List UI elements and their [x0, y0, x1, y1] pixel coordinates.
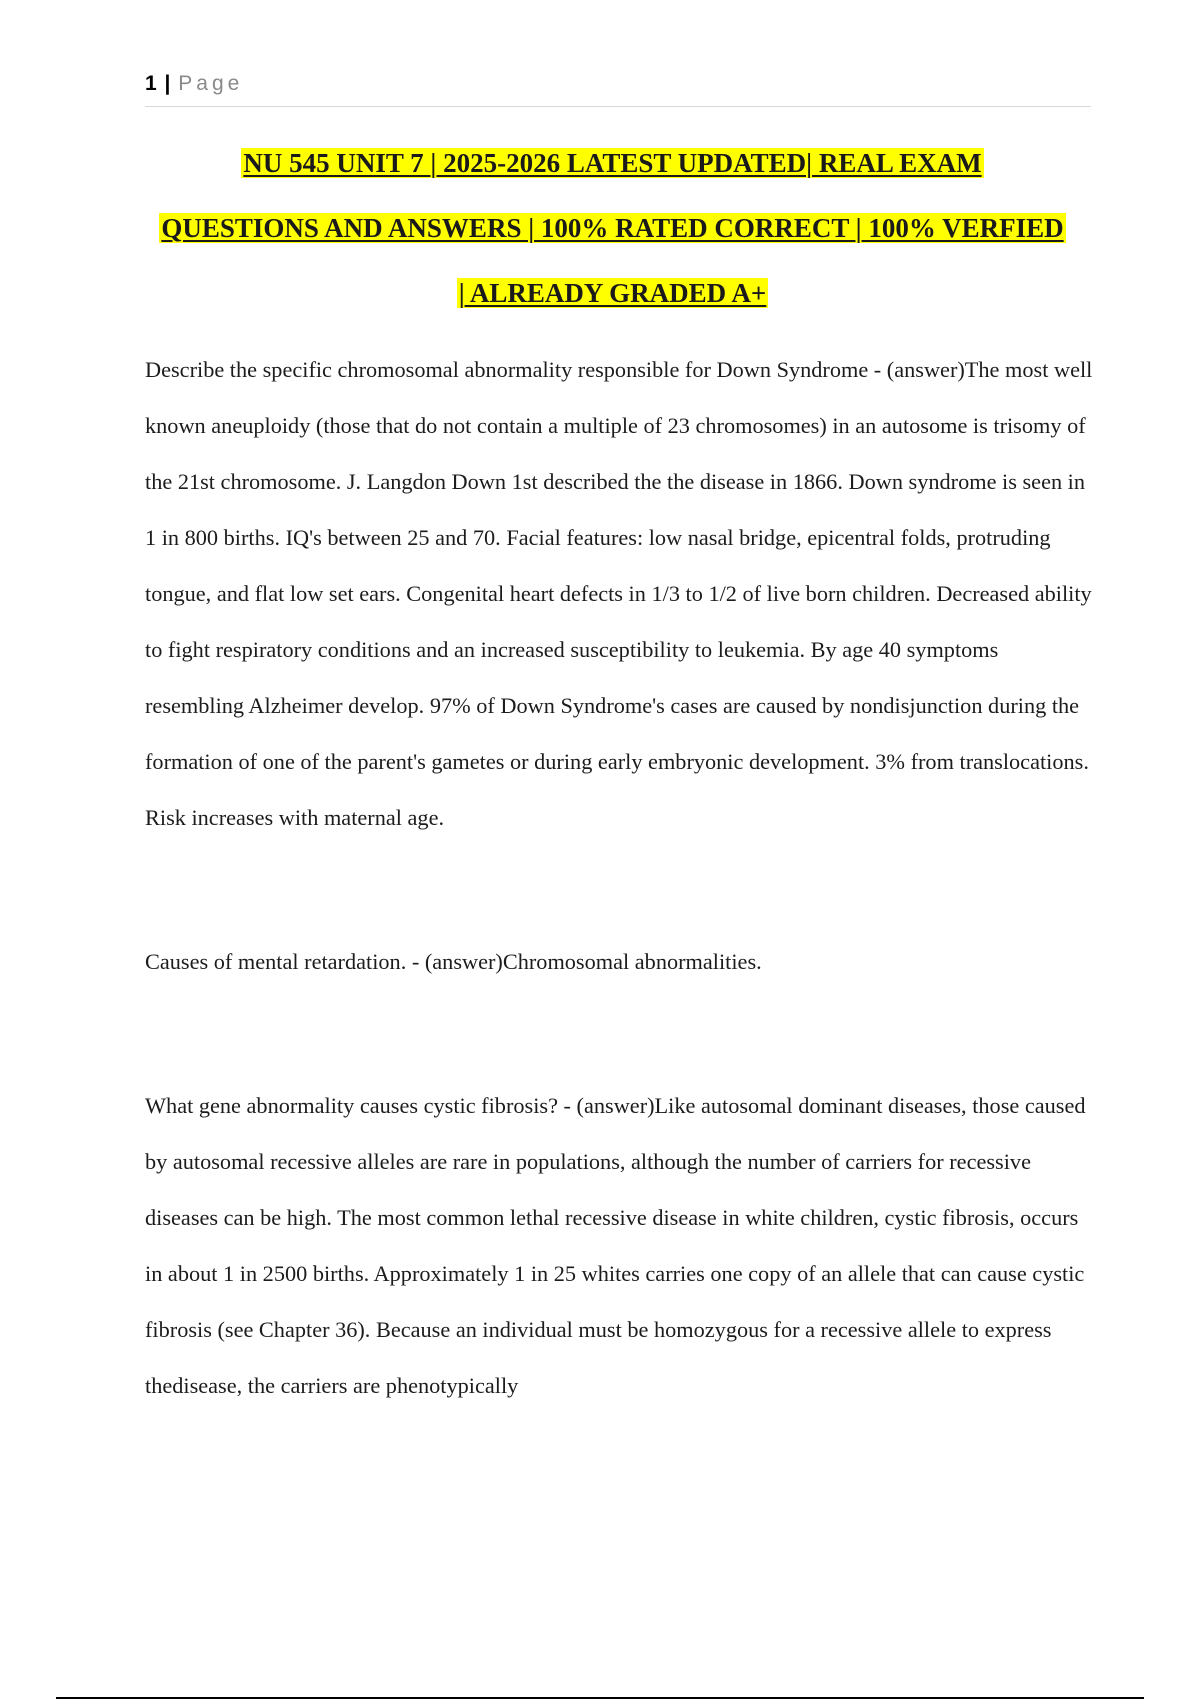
page-bottom-divider — [56, 1697, 1144, 1699]
qa-paragraph-cystic-fibrosis: What gene abnormality causes cystic fibrosis? - (answer)Like autosomal dominant diseases, those caused by autosomal recessive alleles are rare in populations, although the number of carriers for recessive diseases can be high. The most common lethal recessive disease in white children, cystic fibrosis, occurs in about 1 in 2500 births. Approximately 1 in 25 whites carries one copy of an allele that can cause cystic fibrosis (see Chapter 36). Because an individual must be homozygous for a recessive allele to express thedisease, the carriers are phenotypically — [145, 1093, 1086, 1398]
title-line-2 — [130, 205, 1095, 270]
page-word: Page — [178, 72, 244, 95]
title-text-1: NU 545 UNIT 7 | 2025-2026 LATEST UPDATED| REAL EXAM — [243, 148, 982, 178]
title-line-3 — [130, 270, 1095, 335]
qa-paragraph-mental-retardation: Causes of mental retardation. - (answer)Chromosomal abnormalities. — [145, 949, 762, 974]
document-body — [145, 342, 1095, 1414]
qa-paragraph-down-syndrome: Describe the specific chromosomal abnormality responsible for Down Syndrome - (answer)The most well known aneuploidy (those that do not contain a multiple of 23 chromosomes) in an autosome is trisomy of the 21st chromosome. J. Langdon Down 1st described the the disease in 1866. Down syndrome is seen in 1 in 800 births. IQ's between 25 and 70. Facial features: low nasal bridge, epicentral folds, protruding tongue, and flat low set ears. Congenital heart defects in 1/3 to 1/2 of live born children. Decreased ability to fight respiratory conditions and an increased susceptibility to leukemia. By age 40 symptoms resembling Alzheimer develop. 97% of Down Syndrome's cases are caused by nondisjunction during the formation of one of the parent's gametes or during early embryonic development. 3% from translocations. Risk increases with maternal age. — [145, 357, 1093, 830]
page-number: 1 — [145, 72, 157, 95]
title-text-2: QUESTIONS AND ANSWERS | 100% RATED CORRECT | 100% VERFIED — [161, 213, 1064, 243]
page-separator: | — [164, 72, 171, 95]
title-text-3: | ALREADY GRADED A+ — [458, 278, 767, 308]
page-header — [145, 72, 1091, 107]
document-title — [130, 140, 1095, 335]
title-line-1 — [130, 140, 1095, 205]
